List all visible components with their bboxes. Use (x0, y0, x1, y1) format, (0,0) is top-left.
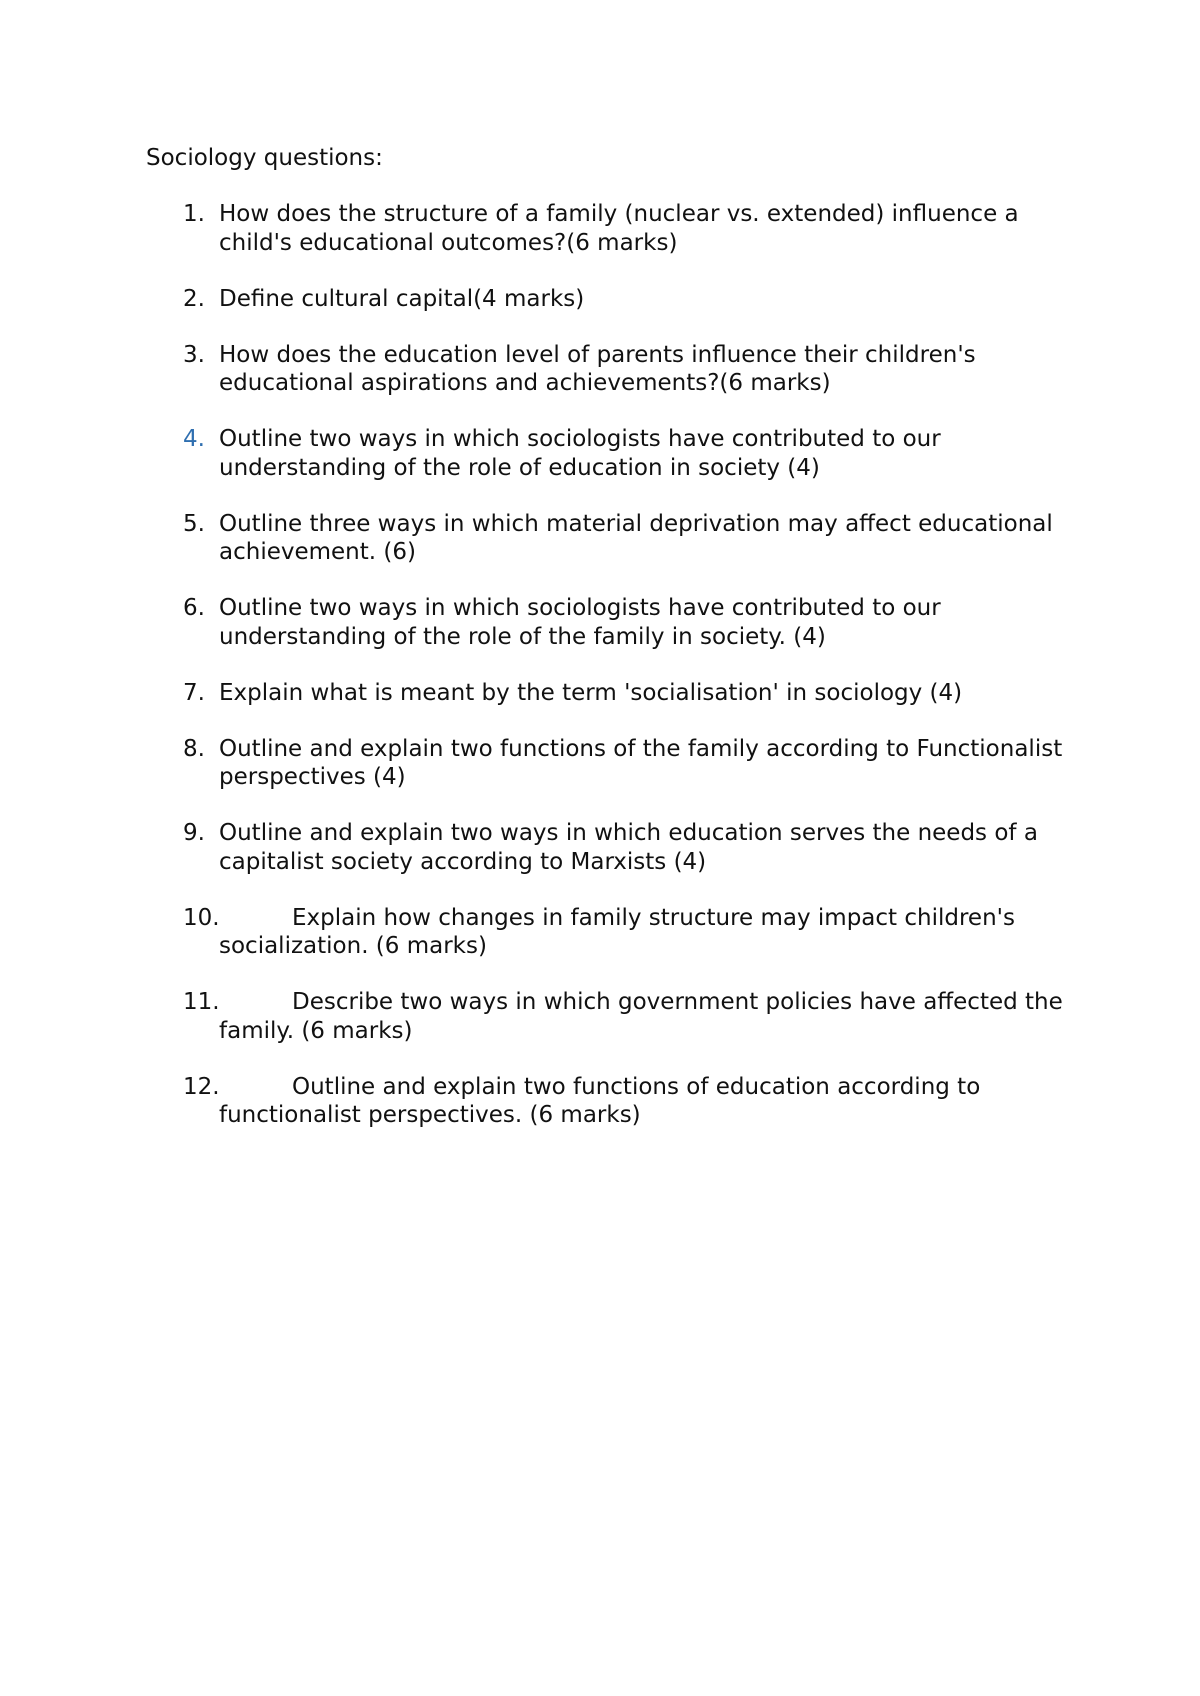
question-number: 2. (183, 285, 205, 312)
question-number: 10. (183, 904, 220, 931)
question-text: Outline two ways in which sociologists have contributed to our understanding of the role of education in society (4) (219, 426, 949, 481)
question-item (0, 285, 1084, 314)
question-number: 8. (183, 735, 205, 762)
question-item (0, 904, 1084, 961)
question-number: 11. (183, 989, 220, 1015)
question-text: Explain how changes in family structure may impact children's socialization. (6 marks) (219, 904, 1023, 959)
question-list (0, 200, 1200, 1157)
question-item (0, 988, 1084, 1045)
question-item (0, 341, 1084, 398)
question-item (0, 200, 1084, 257)
question-number: 6. (183, 595, 205, 621)
question-text: Outline two ways in which sociologists have contributed to our understanding of the role of the family in society. (4) (219, 595, 949, 650)
question-item (0, 510, 1084, 567)
question-text: Describe two ways in which government policies have affected the family. (6 marks) (219, 989, 1071, 1044)
question-text: Outline and explain two functions of education according to functionalist perspectives. (6 marks) (219, 1073, 988, 1128)
question-text: How does the education level of parents influence their children's educational aspirations and achievements?(6 marks) (219, 341, 983, 396)
document-title: Sociology questions: (146, 145, 383, 171)
question-item (0, 819, 1084, 876)
question-text: Outline three ways in which material deprivation may affect educational achievement. (6) (219, 510, 1061, 565)
question-text: How does the structure of a family (nuclear vs. extended) influence a child's educational outcomes?(6 marks) (219, 201, 1026, 256)
question-number-highlighted: 4. (183, 426, 205, 452)
question-text: Outline and explain two functions of the family according to Functionalist perspectives (4) (219, 735, 1070, 790)
question-number: 12. (183, 1073, 220, 1100)
question-item (0, 425, 1084, 482)
question-number: 9. (183, 820, 205, 846)
question-item (0, 679, 1084, 708)
question-item (0, 1073, 1084, 1130)
question-number: 1. (183, 201, 205, 227)
question-text: Explain what is meant by the term 'socialisation' in sociology (4) (219, 679, 963, 706)
question-item (0, 735, 1084, 792)
question-text: Outline and explain two ways in which education serves the needs of a capitalist society according to Marxists (4) (219, 820, 1046, 875)
question-number: 7. (183, 679, 205, 706)
question-number: 5. (183, 510, 205, 537)
question-text: Define cultural capital(4 marks) (219, 285, 585, 312)
question-item (0, 594, 1084, 651)
question-number: 3. (183, 341, 205, 368)
